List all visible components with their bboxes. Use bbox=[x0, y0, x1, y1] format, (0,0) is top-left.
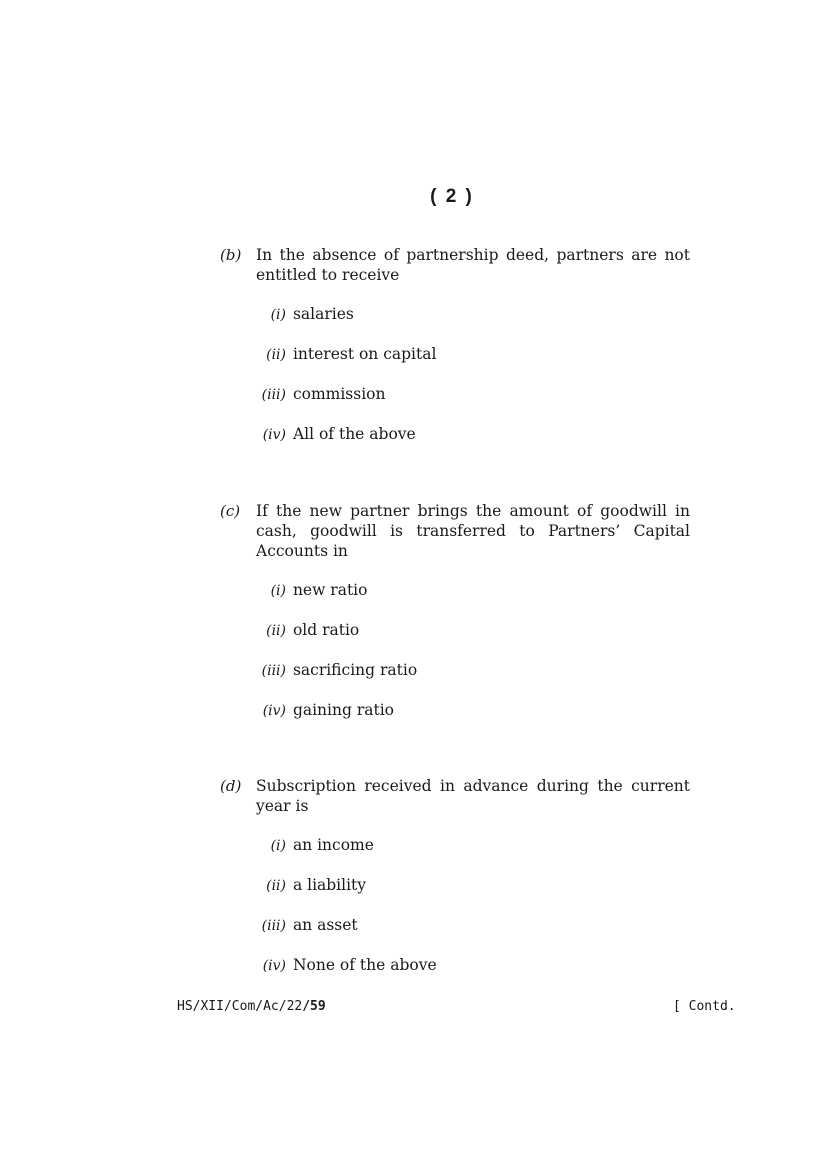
paper-code bbox=[177, 999, 326, 1014]
option-list bbox=[256, 834, 690, 994]
option-label: (iv) bbox=[262, 427, 286, 443]
paper-code-prefix: HS/XII/Com/Ac/22 bbox=[177, 999, 303, 1014]
paper-code-suffix: /59 bbox=[302, 999, 326, 1014]
option-text: All of the above bbox=[292, 425, 416, 443]
question-c bbox=[220, 501, 690, 739]
page-number: ( 2 ) bbox=[430, 186, 474, 207]
option-label: (i) bbox=[270, 307, 286, 323]
option-label: (ii) bbox=[266, 623, 286, 639]
option-text: sacrificing ratio bbox=[292, 661, 418, 679]
option-label: (iv) bbox=[262, 703, 286, 719]
option-label: (iii) bbox=[261, 663, 286, 679]
option-label: (i) bbox=[270, 838, 286, 854]
option-text: an income bbox=[292, 836, 374, 854]
option-item bbox=[256, 383, 690, 423]
option-text: new ratio bbox=[292, 581, 368, 599]
option-label: (ii) bbox=[266, 347, 286, 363]
option-list bbox=[256, 579, 690, 739]
option-text: commission bbox=[292, 385, 386, 403]
option-label: (ii) bbox=[266, 878, 286, 894]
question-label: (c) bbox=[220, 502, 241, 520]
option-text: gaining ratio bbox=[292, 701, 394, 719]
option-label: (i) bbox=[270, 583, 286, 599]
option-item bbox=[256, 954, 690, 994]
option-item bbox=[256, 914, 690, 954]
option-item bbox=[256, 874, 690, 914]
option-label: (iii) bbox=[261, 918, 286, 934]
option-text: interest on capital bbox=[292, 345, 437, 363]
option-item bbox=[256, 343, 690, 383]
option-text: old ratio bbox=[292, 621, 360, 639]
option-item bbox=[256, 579, 690, 619]
question-text: Subscription received in advance during the current year is bbox=[256, 777, 690, 815]
option-item bbox=[256, 834, 690, 874]
option-item bbox=[256, 423, 690, 463]
question-text: In the absence of partnership deed, partners are not entitled to receive bbox=[256, 246, 690, 284]
question-label: (d) bbox=[220, 777, 242, 795]
option-list bbox=[256, 303, 690, 463]
option-text: salaries bbox=[292, 305, 354, 323]
option-text: a liability bbox=[292, 876, 367, 894]
question-b bbox=[220, 245, 690, 463]
continued-marker: [ Contd. bbox=[673, 999, 736, 1014]
question-label: (b) bbox=[220, 246, 242, 264]
question-text: If the new partner brings the amount of goodwill in cash, goodwill is transferred to Partners’ Capital Accounts in bbox=[256, 502, 690, 560]
option-item bbox=[256, 303, 690, 343]
option-label: (iii) bbox=[261, 387, 286, 403]
option-item bbox=[256, 619, 690, 659]
option-item bbox=[256, 659, 690, 699]
option-text: an asset bbox=[292, 916, 358, 934]
option-label: (iv) bbox=[262, 958, 286, 974]
option-item bbox=[256, 699, 690, 739]
question-d bbox=[220, 776, 690, 994]
option-text: None of the above bbox=[292, 956, 437, 974]
